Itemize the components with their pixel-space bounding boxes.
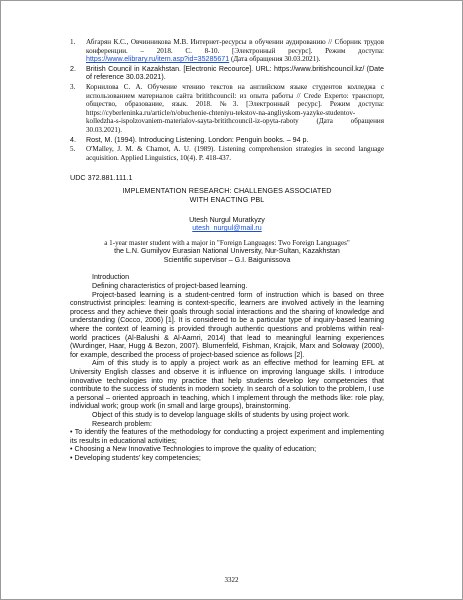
affiliation-line: the L.N. Gumilyov Eurasian National University, Nur-Sultan, Kazakhstan <box>114 247 340 256</box>
paper-page <box>70 38 384 463</box>
reference-text: British Council in Kazakhstan. [Electronic Recource]. URL: https://www.britishcouncil.kz/ (Date of reference 30.03.2021). <box>86 64 384 82</box>
section-heading: Introduction <box>92 273 130 282</box>
reference-number: 5. <box>70 145 76 154</box>
author-name: Utesh Nurgul Muratkyzy <box>189 215 265 224</box>
paper-title-line: WITH ENACTING PBL <box>189 194 265 204</box>
reference-link[interactable]: https://www.elibrary.ru/item.asp?id=35285671 <box>86 55 230 64</box>
paper-title-line: IMPLEMENTATION RESEARCH: CHALLENGES ASSOCIATED <box>122 185 332 195</box>
reference-text: Rost, M. (1994). Introducing Listening. London: Penguin books. – 94 p. <box>86 135 309 144</box>
page-number: 3322 <box>224 576 239 584</box>
section-heading: Research problem: <box>92 419 152 428</box>
author-email[interactable]: utesh_nurgul@mail.ru <box>192 224 262 233</box>
reference-text: O'Malley, J. M. & Chamot, A. U. (1989). Listening comprehension strategies in second language acquisition. Applied Linguistics, 10(4). P. 418-437. <box>86 145 384 162</box>
reference-text-after: (Дата обращения 30.03.2021). <box>229 55 321 64</box>
body-paragraph: Aim of this study is to apply a project work as an effective method for learning EFL at University English classes and observe it is influence on improving language skills. I introduce innovative technologies into my practice that help students develop key competencies that contribute to the success of students in modern society. In search of a solution to the problem, I use a personal – oriented approach in teaching, which I implement through the methods like: role play, individual work; group work (in small and large groups), brainstorming. <box>70 359 384 411</box>
reference-number: 2. <box>70 64 76 73</box>
affiliation <box>70 239 384 265</box>
body-paragraph: Object of this study is to develop language skills of students by using project work. <box>92 410 350 419</box>
reference-item <box>70 65 384 82</box>
bullet-item: • Choosing a New Innovative Technologies to improve the quality of education; <box>70 445 317 454</box>
reference-item <box>70 136 384 145</box>
paper-title <box>70 187 384 205</box>
reference-number: 4. <box>70 135 76 144</box>
reference-text: Корнилова С. А. Обучение чтению текстов на английском языке студентов колледжа с использованием материалов сайта britithcouncil: из опыта работы // Crede Experto: транспорт, общество, образование, язык. 2018. №3. [Электронный ресурс]. Режим доступа: https://cyberleninka.ru/article/n/obuchenie-chteniyu-tekstov-na-angliyskom-yazyke-studentov-kolledzha-s-ispolzovaniem-materialov-sayta-britithcouncil-iz-opyta-raboty (Дата обращения 30.03.2021). <box>86 82 384 134</box>
reference-number: 3. <box>70 82 76 91</box>
reference-list <box>70 38 384 162</box>
reference-number: 1. <box>70 38 76 46</box>
bullet-item: • Developing students' key competencies; <box>70 453 201 462</box>
reference-item <box>70 83 384 135</box>
affiliation-line: a 1-year master student with a major in "Foreign Languages: Two Foreign Languages" <box>104 238 350 247</box>
udc-code: UDC 372.881.111.1 <box>70 173 133 183</box>
reference-item <box>70 38 384 64</box>
body-paragraph: Project-based learning is a student-centred form of instruction which is based on three constructivist principles: learning is context-specific, learners are involved actively in the learning process and they achieve their goals through social interactions and the sharing of knowledge and understanding (Cocco, 2006) [1]. It is considered to be a particular type of inquiry-based learning where the context of learning is provided through authentic questions and problems within real-world practices (Al-Balushi & Al-Aamri, 2014) that lead to meaningful learning experiences (Wurdinger, Haar, Hugg & Bezon, 2007). Blumenfeld, Fishman, Krajcik, Marx and Soloway (2000), for example, described the process of project-based science as follows [2]. <box>70 290 384 359</box>
supervisor-line: Scientific supervisor – G.I. Baigunissova <box>163 255 291 264</box>
bullet-item: • To identify the features of the methodology for conducting a project experiment and implementing its results in educational activities; <box>70 428 384 445</box>
subsection-heading: Defining characteristics of project-based learning. <box>92 282 248 291</box>
reference-text: Абгарян К.С., Овчинникова М.В. Интернет-ресурсы в обучении аудированию // Сборник трудов конференции. – 2018. С. 8-10. [Электронный ресурс]. Режим доступа: <box>86 38 384 55</box>
reference-item <box>70 145 384 162</box>
paper-body <box>70 273 384 462</box>
